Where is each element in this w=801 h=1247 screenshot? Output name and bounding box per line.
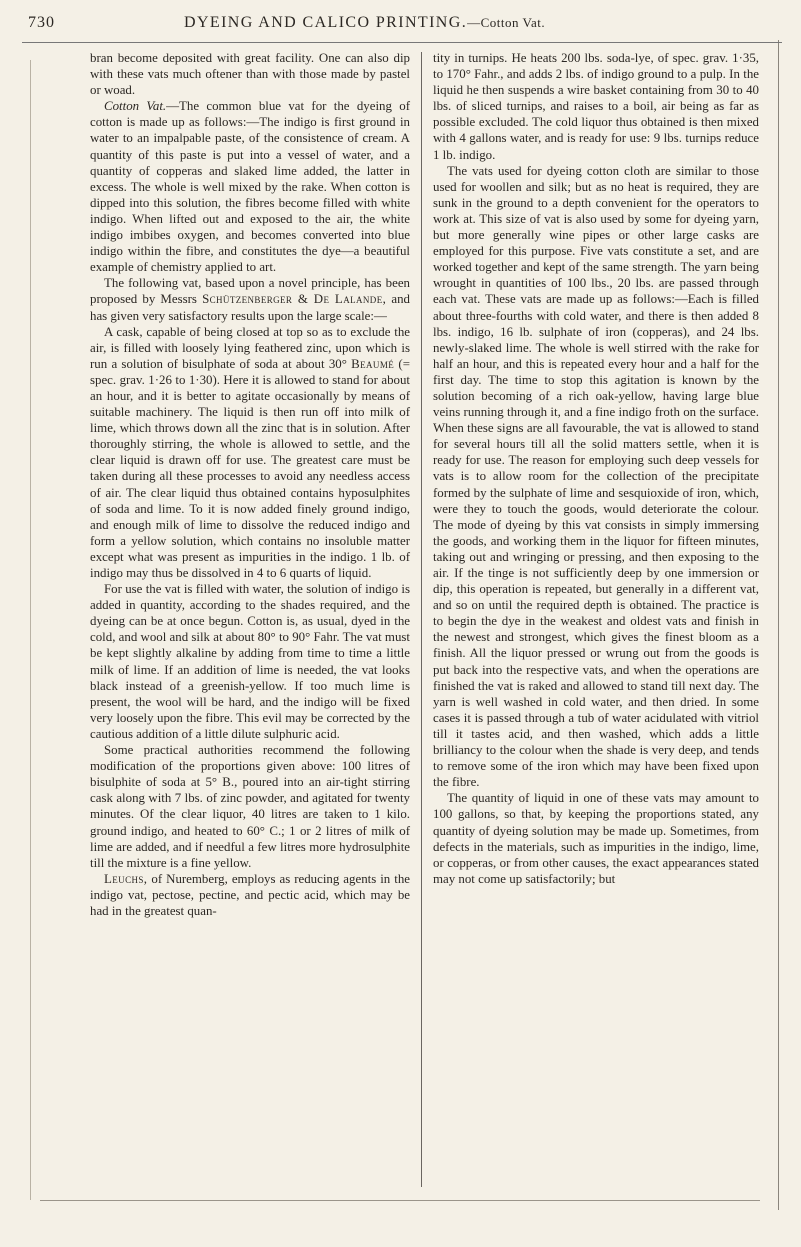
- unit-name: Beaumé: [351, 356, 395, 371]
- paragraph-text: of Nuremberg, employs as reducing agents in the indigo vat, pectose, pectine, and pectic acid, which may be had in the greatest quan-: [90, 871, 410, 918]
- running-title-main: DYEING AND CALICO PRINTING.: [184, 14, 468, 31]
- running-title-section: —Cotton Vat.: [467, 15, 546, 30]
- paragraph: For use the vat is filled with water, the solution of indigo is added in quantity, according to the shades required, and the dyeing can be at once begun. Cotton is, as usual, dyed in the cold, and wool and silk at about 80° to 90° Fahr. The vat must be kept slightly alkaline by adding from time to time a little milk of lime. If an addition of lime is needed, the vat looks black instead of a greenish-yellow. If too much lime is present, the wool will be hard, and the indigo will be fixed very loosely upon the fibre. This evil may be corrected by the cautious addition of a little dilute sulphuric acid.: [90, 582, 410, 741]
- paragraph-text: The following vat, based upon a novel principle, has been proposed by Messrs: [90, 276, 410, 307]
- column-divider: [421, 52, 422, 1187]
- left-column: [90, 50, 410, 919]
- paragraph: The vats used for dyeing cotton cloth are similar to those used for woollen and silk; but as no heat is required, they are sunk in the ground to a depth convenient for the operators to work at. This size of vat is also used by some for dyeing yarn, but more generally wine pipes or other large casks are employed for this purpose. Five vats constitute a set, and are worked together and kept of the same strength. The yarn being wrought in quantities of 100 lbs., 20 lbs. are passed through each vat. These vats are made up as follows:—Each is filled about three-fourths with cold water, and there is then added 8 lbs. indigo, 16 lb. sulphate of iron (copperas), and 24 lbs. newly-slaked lime. The whole is well stirred with the rake for half an hour, and this is repeated every hour and a half for the first day. The time to stop this agitation is known by the solution becoming of a rich oak-yellow, having large blue veins running through it, and a fine indigo froth on the surface. When these signs are all favourable, the vat is allowed to stand for several hours till all the solid matters settle, when it is ready for use. The reason for employing such deep vessels for vats is to allow room for the collection of the precipitate formed by the sulphate of lime and sesquioxide of iron, which, were they to touch the goods, would deteriorate the colour. The mode of dyeing by this vat consists in simply immersing the goods, and working them in the liquor for fifteen minutes, taking out and wringing or pressing, and then exposing to the air. If the tinge is not sufficiently deep by one immersion or dip, this operation is repeated, but generally in a different vat, and so on until the required depth is obtained. The practice is to begin the dye in the weakest and oldest vats and finish in the newest and strongest, which gives the finest bloom as a finish. All the liquor pressed or wrung out from the goods is put back into the respective vats, and when the operations are finished the vat is raked and allowed to stand till next day. The yarn is well washed in cold water, and then dried. In some cases it is passed through a tub of water acidulated with vitriol till it tastes acid, and then washed, which adds a little brilliancy to the colour when the shade is very deep, and tends to remove some of the iron which may have been fixed upon the fibre.: [433, 163, 759, 790]
- paragraph-text: —The common blue vat for the dyeing of cotton is made up as follows:—The indigo is first ground in water to an impalpable paste, of the consistence of cream. A quantity of this paste is put into a vessel of water, and a quantity of copperas and slaked lime added, the latter in excess. The whole is well mixed by the rake. When cotton is dipped into this solution, the fibres become filled with white indigo. When lifted out and exposed to the air, the white indigo imbibes oxygen, and becomes converted into blue indigo within the fibre, and constitutes the dye—a beautiful example of chemistry applied to art.: [90, 99, 410, 275]
- paragraph: The quantity of liquid in one of these vats may amount to 100 gallons, so that, by keeping the proportions stated, any quantity of dyeing solution may be made up. Sometimes, from defects in the materials, such as impurities in the indigo, lime, or copperas, or from other causes, the exact appearances stated may not come up satisfactorily; but: [433, 791, 759, 886]
- right-column: [433, 50, 759, 887]
- footer-rule: [40, 1200, 760, 1201]
- section-heading: Cotton Vat.: [104, 99, 167, 114]
- paragraph-cotton-vat: [90, 98, 410, 275]
- running-title: [184, 14, 545, 32]
- paragraph: [90, 871, 410, 919]
- paragraph: bran become deposited with great facility. One can also dip with these vats much oftener than with those made by pastel or woad.: [90, 51, 410, 98]
- paragraph-text: A cask, capable of being closed at top so as to exclude the air, is filled with loosely lying feathered zinc, upon which is run a solution of bisulphate of soda at about 30°: [90, 324, 410, 371]
- author-name: Schützenberger & De Lalande,: [202, 292, 387, 307]
- page-number: 730: [28, 14, 55, 31]
- page-edge-left: [30, 60, 31, 1200]
- page-edge-right: [778, 40, 779, 1210]
- paragraph: Some practical authorities recommend the following modification of the proportions given above: 100 litres of bisulphite of soda at 5° B., poured into an air-tight stirring cask along with 7 lbs. of zinc powder, and agitated for twenty minutes. Of the clear liquor, 40 litres are taken to 1 kilo. ground indigo, and heated to 60° C.; 1 or 2 litres of milk of lime are added, and if needful a few litres more hydrosulphite till the mixture is a fine yellow.: [90, 743, 410, 870]
- paragraph: [90, 324, 410, 582]
- header-rule: [22, 42, 782, 43]
- paragraph-text: and has given very satisfactory results upon the large scale:—: [90, 292, 410, 323]
- paragraph-text: (= spec. grav. 1·26 to 1·30). Here it is allowed to stand for about an hour, and it is better to agitate occasionally by means of suitable machinery. The liquid is then run off into milk of lime, which throws down all the zinc that is in solution. After thoroughly stirring, the whole is allowed to settle, and the clear liquid is drawn off for use. The greatest care must be taken during all these processes to avoid any needless access of air. The clear liquid thus obtained contains hyposulphites of soda and lime. To it is now added finely ground indigo, and enough milk of lime to dissolve the reduced indigo and form a yellow solution, which contains no insoluble matter except what was present as impurities in the indigo. 1 lb. of indigo may thus be dissolved in 4 to 6 quarts of liquid.: [90, 356, 410, 580]
- author-name: Leuchs,: [104, 871, 148, 886]
- running-header: [22, 8, 782, 42]
- paragraph: tity in turnips. He heats 200 lbs. soda-lye, of spec. grav. 1·35, to 170° Fahr., and adds 2 lbs. of indigo ground to a pulp. In the liquid he then suspends a wire basket containing from 30 to 40 lbs. of sliced turnips, and raises to a boil, air being as far as possible excluded. The cold liquor thus obtained is then mixed with 4 gallons water, and is ready for use: 9 lbs. turnips reduce 1 lb. indigo.: [433, 51, 759, 162]
- paragraph: [90, 275, 410, 323]
